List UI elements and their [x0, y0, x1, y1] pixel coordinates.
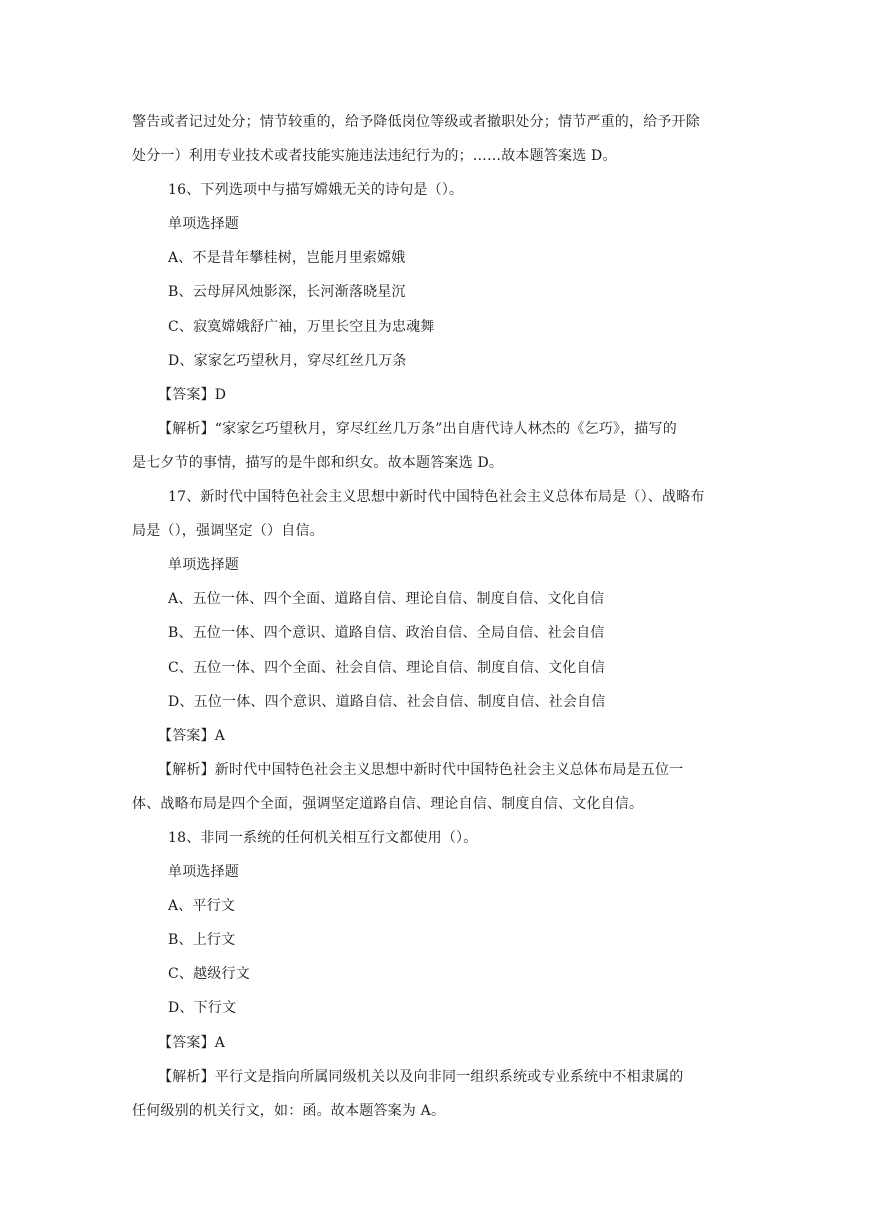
option-c: C、寂寞嫦娥舒广袖，万里长空且为忠魂舞	[168, 318, 435, 335]
option-a: A、不是昔年攀桂树，岂能月里索嫦娥	[168, 250, 406, 267]
option-a: A、平行文	[168, 898, 236, 915]
question-16-stem: 16、下列选项中与描写嫦娥无关的诗句是（）。	[168, 182, 464, 199]
question-type-label: 单项选择题	[168, 216, 239, 233]
answer-label: 【答案】A	[158, 1034, 226, 1051]
analysis-text: 【解析】“家家乞巧望秋月，穿尽红丝几万条”出自唐代诗人林杰的《乞巧》，描写的	[158, 420, 677, 437]
option-b: B、五位一体、四个意识、道路自信、政治自信、全局自信、社会自信	[168, 625, 605, 642]
question-18-stem: 18、非同一系统的任何机关相互行文都使用（）。	[168, 829, 478, 846]
question-type-label: 单项选择题	[168, 864, 239, 881]
answer-label: 【答案】A	[158, 727, 226, 744]
question-17-stem: 17、新时代中国特色社会主义思想中新时代中国特色社会主义总体布局是（）、战略布	[168, 489, 705, 506]
option-c: C、越级行文	[168, 966, 250, 983]
option-b: B、云母屏风烛影深，长河渐落晓星沉	[168, 284, 406, 301]
option-d: D、下行文	[168, 1000, 237, 1017]
text-line: 局是（），强调坚定（）自信。	[132, 523, 324, 540]
answer-label: 【答案】D	[158, 386, 227, 403]
text-line: 是七夕节的事情，描写的是牛郎和织女。故本题答案选 D。	[132, 454, 504, 471]
analysis-text: 【解析】平行文是指向所属同级机关以及向非同一组织系统或专业系统中不相隶属的	[158, 1068, 684, 1085]
question-type-label: 单项选择题	[168, 557, 239, 574]
option-a: A、五位一体、四个全面、道路自信、理论自信、制度自信、文化自信	[168, 591, 605, 608]
analysis-text: 【解析】新时代中国特色社会主义思想中新时代中国特色社会主义总体布局是五位一	[158, 761, 684, 778]
option-c: C、五位一体、四个全面、社会自信、理论自信、制度自信、文化自信	[168, 659, 605, 676]
text-line: 处分一）利用专业技术或者技能实施违法违纪行为的；……故本题答案选 D。	[132, 148, 617, 165]
option-d: D、五位一体、四个意识、道路自信、社会自信、制度自信、社会自信	[168, 693, 606, 710]
text-line: 任何级别的机关行文，如：函。故本题答案为 A。	[132, 1102, 446, 1119]
text-line: 警告或者记过处分；情节较重的，给予降低岗位等级或者撤职处分；情节严重的，给予开除	[132, 114, 700, 130]
option-d: D、家家乞巧望秋月，穿尽红丝几万条	[168, 352, 407, 369]
document-body	[132, 105, 742, 1128]
text-line: 体、战略布局是四个全面，强调坚定道路自信、理论自信、制度自信、文化自信。	[132, 795, 644, 812]
option-b: B、上行文	[168, 932, 236, 949]
